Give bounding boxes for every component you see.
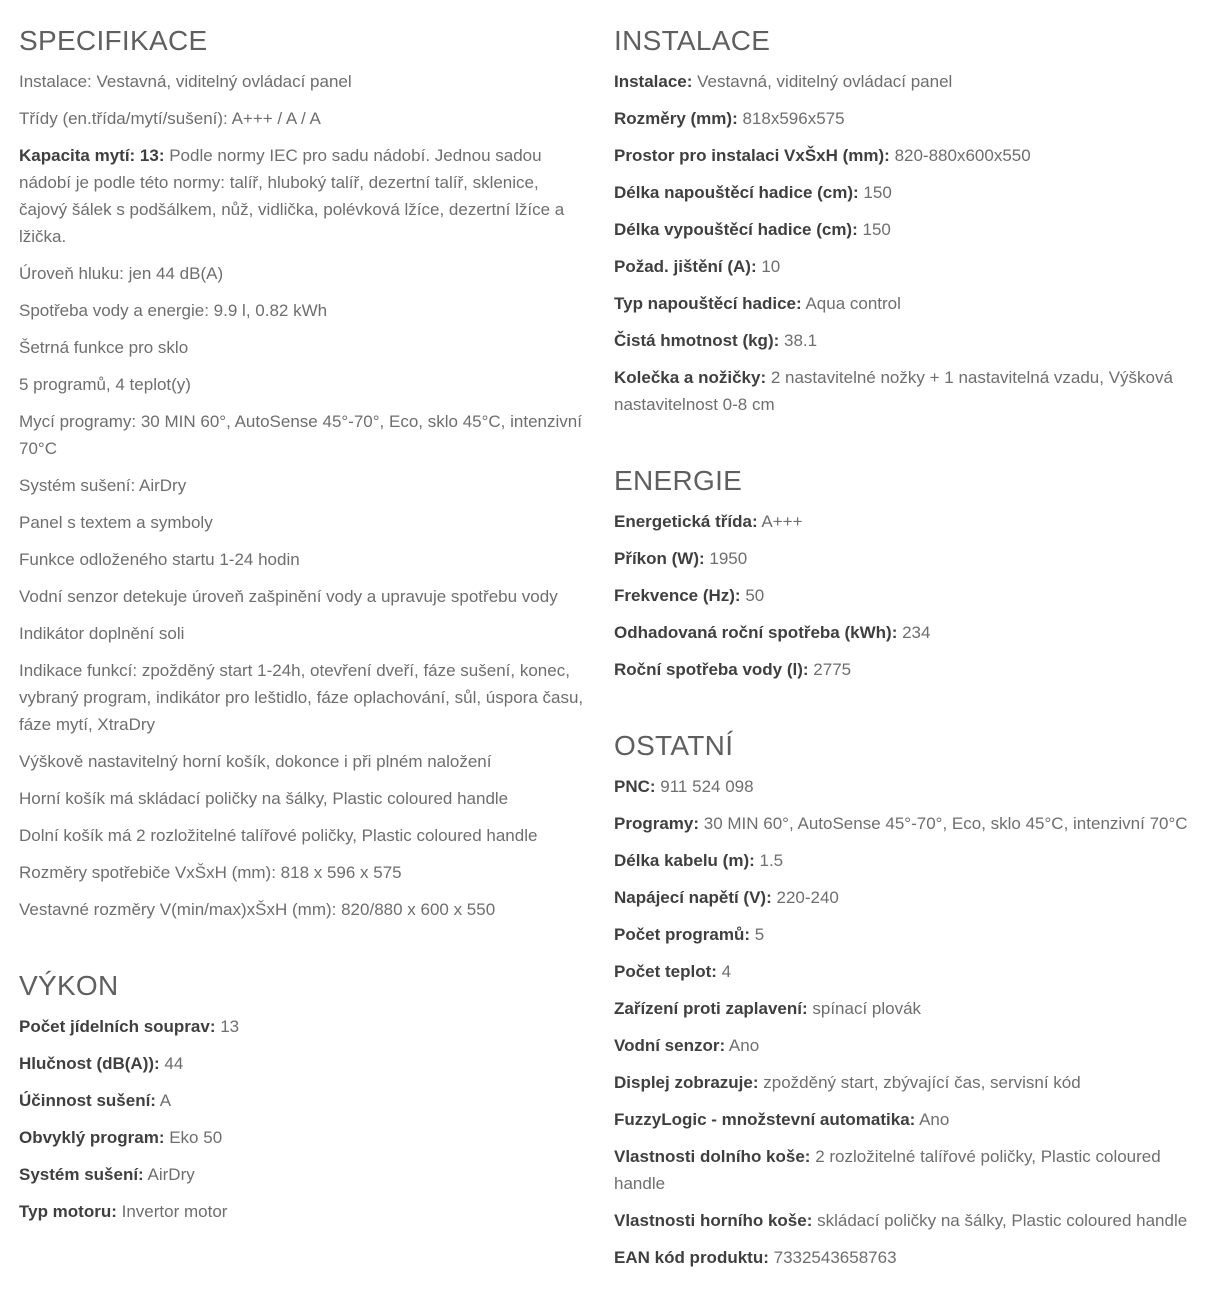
section-energie xyxy=(614,440,1192,683)
spec-item-label: Prostor pro instalaci VxŠxH (mm): xyxy=(614,146,890,165)
spec-item-value: 234 xyxy=(897,623,931,642)
spec-item-label: Typ napouštěcí hadice: xyxy=(614,294,802,313)
spec-item xyxy=(614,847,1192,874)
spec-item-label: FuzzyLogic - množstevní automatika: xyxy=(614,1110,916,1129)
spec-item xyxy=(19,142,589,250)
spec-item xyxy=(19,509,589,536)
spec-item xyxy=(614,582,1192,609)
section-title-ostatni: OSTATNÍ xyxy=(614,730,734,761)
spec-item-value: 30 MIN 60°, AutoSense 45°-70°, Eco, sklo 45°C, intenzivní 70°C xyxy=(699,814,1188,833)
spec-item-value: A+++ xyxy=(757,512,803,531)
spec-item xyxy=(614,327,1192,354)
spec-item-label: Obvyklý program: xyxy=(19,1128,165,1147)
spec-item-value: Mycí programy: 30 MIN 60°, AutoSense 45°-70°, Eco, sklo 45°C, intenzivní 70°C xyxy=(19,412,582,458)
spec-item-label: Frekvence (Hz): xyxy=(614,586,741,605)
spec-item-value: skládací poličky na šálky, Plastic coloured handle xyxy=(812,1211,1188,1230)
spec-item xyxy=(19,1013,589,1040)
spec-item xyxy=(19,68,589,95)
spec-item xyxy=(19,1050,589,1077)
spec-item xyxy=(614,958,1192,985)
spec-item-label: Účinnost sušení: xyxy=(19,1091,156,1110)
spec-item xyxy=(614,810,1192,837)
spec-item-value: 818x596x575 xyxy=(737,109,845,128)
spec-item xyxy=(614,1106,1192,1133)
spec-item-value: Aqua control xyxy=(801,294,901,313)
spec-item-label: Displej zobrazuje: xyxy=(614,1073,759,1092)
section-instalace xyxy=(614,0,1192,418)
spec-item-value: Podle normy IEC pro sadu nádobí. Jednou sadou nádobí je podle této normy: talíř, hluboký talíř, dezertní talíř, sklenice, čajový šálek s podšálkem, nůž, vidlička, polévková lžíce, dezertní lžíce a lžička. xyxy=(19,146,565,246)
spec-item-value: 1950 xyxy=(704,549,748,568)
spec-item-label: Požad. jištění (A): xyxy=(614,257,757,276)
section-vykon xyxy=(19,945,589,1225)
spec-item-value: 1.5 xyxy=(754,851,784,870)
spec-item xyxy=(19,105,589,132)
spec-item xyxy=(614,921,1192,948)
spec-item-value: 220-240 xyxy=(771,888,839,907)
spec-item xyxy=(19,1161,589,1188)
spec-list xyxy=(614,68,1192,418)
spec-item-label: Kapacita mytí: 13: xyxy=(19,146,165,165)
spec-item xyxy=(614,1207,1192,1234)
spec-item-label: Příkon (W): xyxy=(614,549,705,568)
spec-item xyxy=(614,142,1192,169)
spec-item-value: 2 rozložitelné talířové poličky, Plastic coloured handle xyxy=(614,1147,1161,1193)
spec-item-value: Invertor motor xyxy=(116,1202,228,1221)
section-ostatni xyxy=(614,705,1192,1271)
spec-item xyxy=(614,253,1192,280)
spec-item-value: 38.1 xyxy=(779,331,818,350)
spec-item-value: zpožděný start, zbývající čas, servisní kód xyxy=(758,1073,1081,1092)
spec-item xyxy=(19,472,589,499)
spec-item-value: Třídy (en.třída/mytí/sušení): A+++ / A / A xyxy=(19,109,321,128)
spec-item xyxy=(19,620,589,647)
spec-item-value: Vestavná, viditelný ovládací panel xyxy=(692,72,953,91)
spec-item-value: 5 xyxy=(750,925,765,944)
section-title-instalace: INSTALACE xyxy=(614,25,771,56)
spec-item xyxy=(19,583,589,610)
spec-item-value: AirDry xyxy=(143,1165,195,1184)
section-title-energie: ENERGIE xyxy=(614,465,743,496)
spec-item-value: 50 xyxy=(740,586,765,605)
spec-item-label: Délka napouštěcí hadice (cm): xyxy=(614,183,859,202)
spec-item-value: 820-880x600x550 xyxy=(889,146,1031,165)
spec-item-value: 10 xyxy=(756,257,781,276)
spec-item-label: Instalace: xyxy=(614,72,693,91)
spec-item xyxy=(614,105,1192,132)
spec-item-value: Panel s textem a symboly xyxy=(19,513,213,532)
spec-item-value: A xyxy=(155,1091,172,1110)
spec-item-value: Indikace funkcí: zpožděný start 1-24h, otevření dveří, fáze sušení, konec, vybraný program, indikátor pro leštidlo, fáze oplachování, sůl, úspora času, fáze mytí, XtraDry xyxy=(19,661,584,734)
spec-item xyxy=(614,216,1192,243)
spec-item-value: 4 xyxy=(716,962,732,981)
spec-item-label: Rozměry (mm): xyxy=(614,109,738,128)
spec-item xyxy=(19,260,589,287)
spec-item-value: Systém sušení: AirDry xyxy=(19,476,187,495)
spec-item xyxy=(19,371,589,398)
spec-item-label: Hlučnost (dB(A)): xyxy=(19,1054,160,1073)
spec-item-label: Odhadovaná roční spotřeba (kWh): xyxy=(614,623,898,642)
spec-item-label: Kolečka a nožičky: xyxy=(614,368,767,387)
spec-item-label: Počet jídelních souprav: xyxy=(19,1017,216,1036)
spec-item xyxy=(19,859,589,886)
spec-item-value: Šetrná funkce pro sklo xyxy=(19,338,189,357)
spec-item-value: Instalace: Vestavná, viditelný ovládací panel xyxy=(19,72,352,91)
right-column xyxy=(614,0,1192,1281)
spec-list xyxy=(614,508,1192,683)
spec-item xyxy=(614,884,1192,911)
spec-item-value: 44 xyxy=(159,1054,184,1073)
spec-item-label: Zařízení proti zaplavení: xyxy=(614,999,808,1018)
spec-item-value: 7332543658763 xyxy=(768,1248,897,1267)
spec-item-label: Délka kabelu (m): xyxy=(614,851,755,870)
spec-item-value: 911 524 098 xyxy=(655,777,754,796)
spec-item-label: Počet teplot: xyxy=(614,962,717,981)
spec-item xyxy=(19,408,589,462)
spec-item-value: Vestavné rozměry V(min/max)xŠxH (mm): 820/880 x 600 x 550 xyxy=(19,900,496,919)
spec-item-label: EAN kód produktu: xyxy=(614,1248,769,1267)
spec-item xyxy=(614,773,1192,800)
spec-item-label: Počet programů: xyxy=(614,925,751,944)
spec-item xyxy=(614,68,1192,95)
spec-item xyxy=(19,546,589,573)
spec-item xyxy=(614,1032,1192,1059)
spec-item-value: 2 nastavitelné nožky + 1 nastavitelná vzadu, Výšková nastavitelnost 0-8 cm xyxy=(614,368,1173,414)
spec-item-label: Systém sušení: xyxy=(19,1165,144,1184)
spec-item-value: Vodní senzor detekuje úroveň zašpinění vody a upravuje spotřebu vody xyxy=(19,587,558,606)
spec-item-value: 5 programů, 4 teplot(y) xyxy=(19,375,191,394)
spec-item-value: Horní košík má skládací poličky na šálky, Plastic coloured handle xyxy=(19,789,509,808)
spec-item xyxy=(614,545,1192,572)
spec-item-label: Typ motoru: xyxy=(19,1202,117,1221)
spec-item-value: Spotřeba vody a energie: 9.9 l, 0.82 kWh xyxy=(19,301,328,320)
spec-item xyxy=(614,995,1192,1022)
spec-item xyxy=(19,297,589,324)
spec-item xyxy=(614,1143,1192,1197)
spec-item-label: Vodní senzor: xyxy=(614,1036,726,1055)
spec-item-value: spínací plovák xyxy=(807,999,922,1018)
spec-item-value: 150 xyxy=(858,183,892,202)
spec-item xyxy=(19,785,589,812)
spec-item-label: Vlastnosti horního koše: xyxy=(614,1211,813,1230)
spec-item xyxy=(19,822,589,849)
spec-item xyxy=(614,508,1192,535)
spec-item xyxy=(614,1244,1192,1271)
spec-item xyxy=(614,1069,1192,1096)
spec-item-label: Energetická třída: xyxy=(614,512,758,531)
spec-item-value: Eko 50 xyxy=(164,1128,223,1147)
spec-item xyxy=(614,619,1192,646)
spec-item xyxy=(19,1087,589,1114)
spec-item-value: 150 xyxy=(857,220,891,239)
spec-item-value: Ano xyxy=(915,1110,950,1129)
spec-item xyxy=(614,364,1192,418)
spec-item xyxy=(614,179,1192,206)
section-title-vykon: VÝKON xyxy=(19,970,119,1001)
spec-item-label: PNC: xyxy=(614,777,656,796)
spec-item-label: Napájecí napětí (V): xyxy=(614,888,772,907)
spec-item-value: Ano xyxy=(725,1036,760,1055)
spec-list xyxy=(19,68,589,923)
section-title-specifikace: SPECIFIKACE xyxy=(19,25,208,56)
section-specifikace xyxy=(19,0,589,923)
spec-item-value: Funkce odloženého startu 1-24 hodin xyxy=(19,550,300,569)
spec-item-value: 13 xyxy=(215,1017,240,1036)
spec-list xyxy=(19,1013,589,1225)
spec-item xyxy=(19,748,589,775)
left-column xyxy=(19,0,589,1235)
spec-item-value: 2775 xyxy=(808,660,852,679)
spec-item-value: Výškově nastavitelný horní košík, dokonce i při plném naložení xyxy=(19,752,492,771)
spec-item-label: Délka vypouštěcí hadice (cm): xyxy=(614,220,858,239)
spec-item xyxy=(19,657,589,738)
spec-item xyxy=(614,656,1192,683)
spec-item-value: Rozměry spotřebiče VxŠxH (mm): 818 x 596 x 575 xyxy=(19,863,402,882)
spec-item xyxy=(19,896,589,923)
spec-item xyxy=(19,334,589,361)
spec-item-label: Roční spotřeba vody (l): xyxy=(614,660,809,679)
spec-item-value: Indikátor doplnění soli xyxy=(19,624,185,643)
spec-item-value: Úroveň hluku: jen 44 dB(A) xyxy=(19,264,224,283)
spec-item xyxy=(614,290,1192,317)
spec-item-label: Programy: xyxy=(614,814,700,833)
spec-list xyxy=(614,773,1192,1271)
spec-item-label: Čistá hmotnost (kg): xyxy=(614,331,780,350)
spec-item-label: Vlastnosti dolního koše: xyxy=(614,1147,811,1166)
spec-item xyxy=(19,1198,589,1225)
spec-item xyxy=(19,1124,589,1151)
spec-item-value: Dolní košík má 2 rozložitelné talířové poličky, Plastic coloured handle xyxy=(19,826,538,845)
